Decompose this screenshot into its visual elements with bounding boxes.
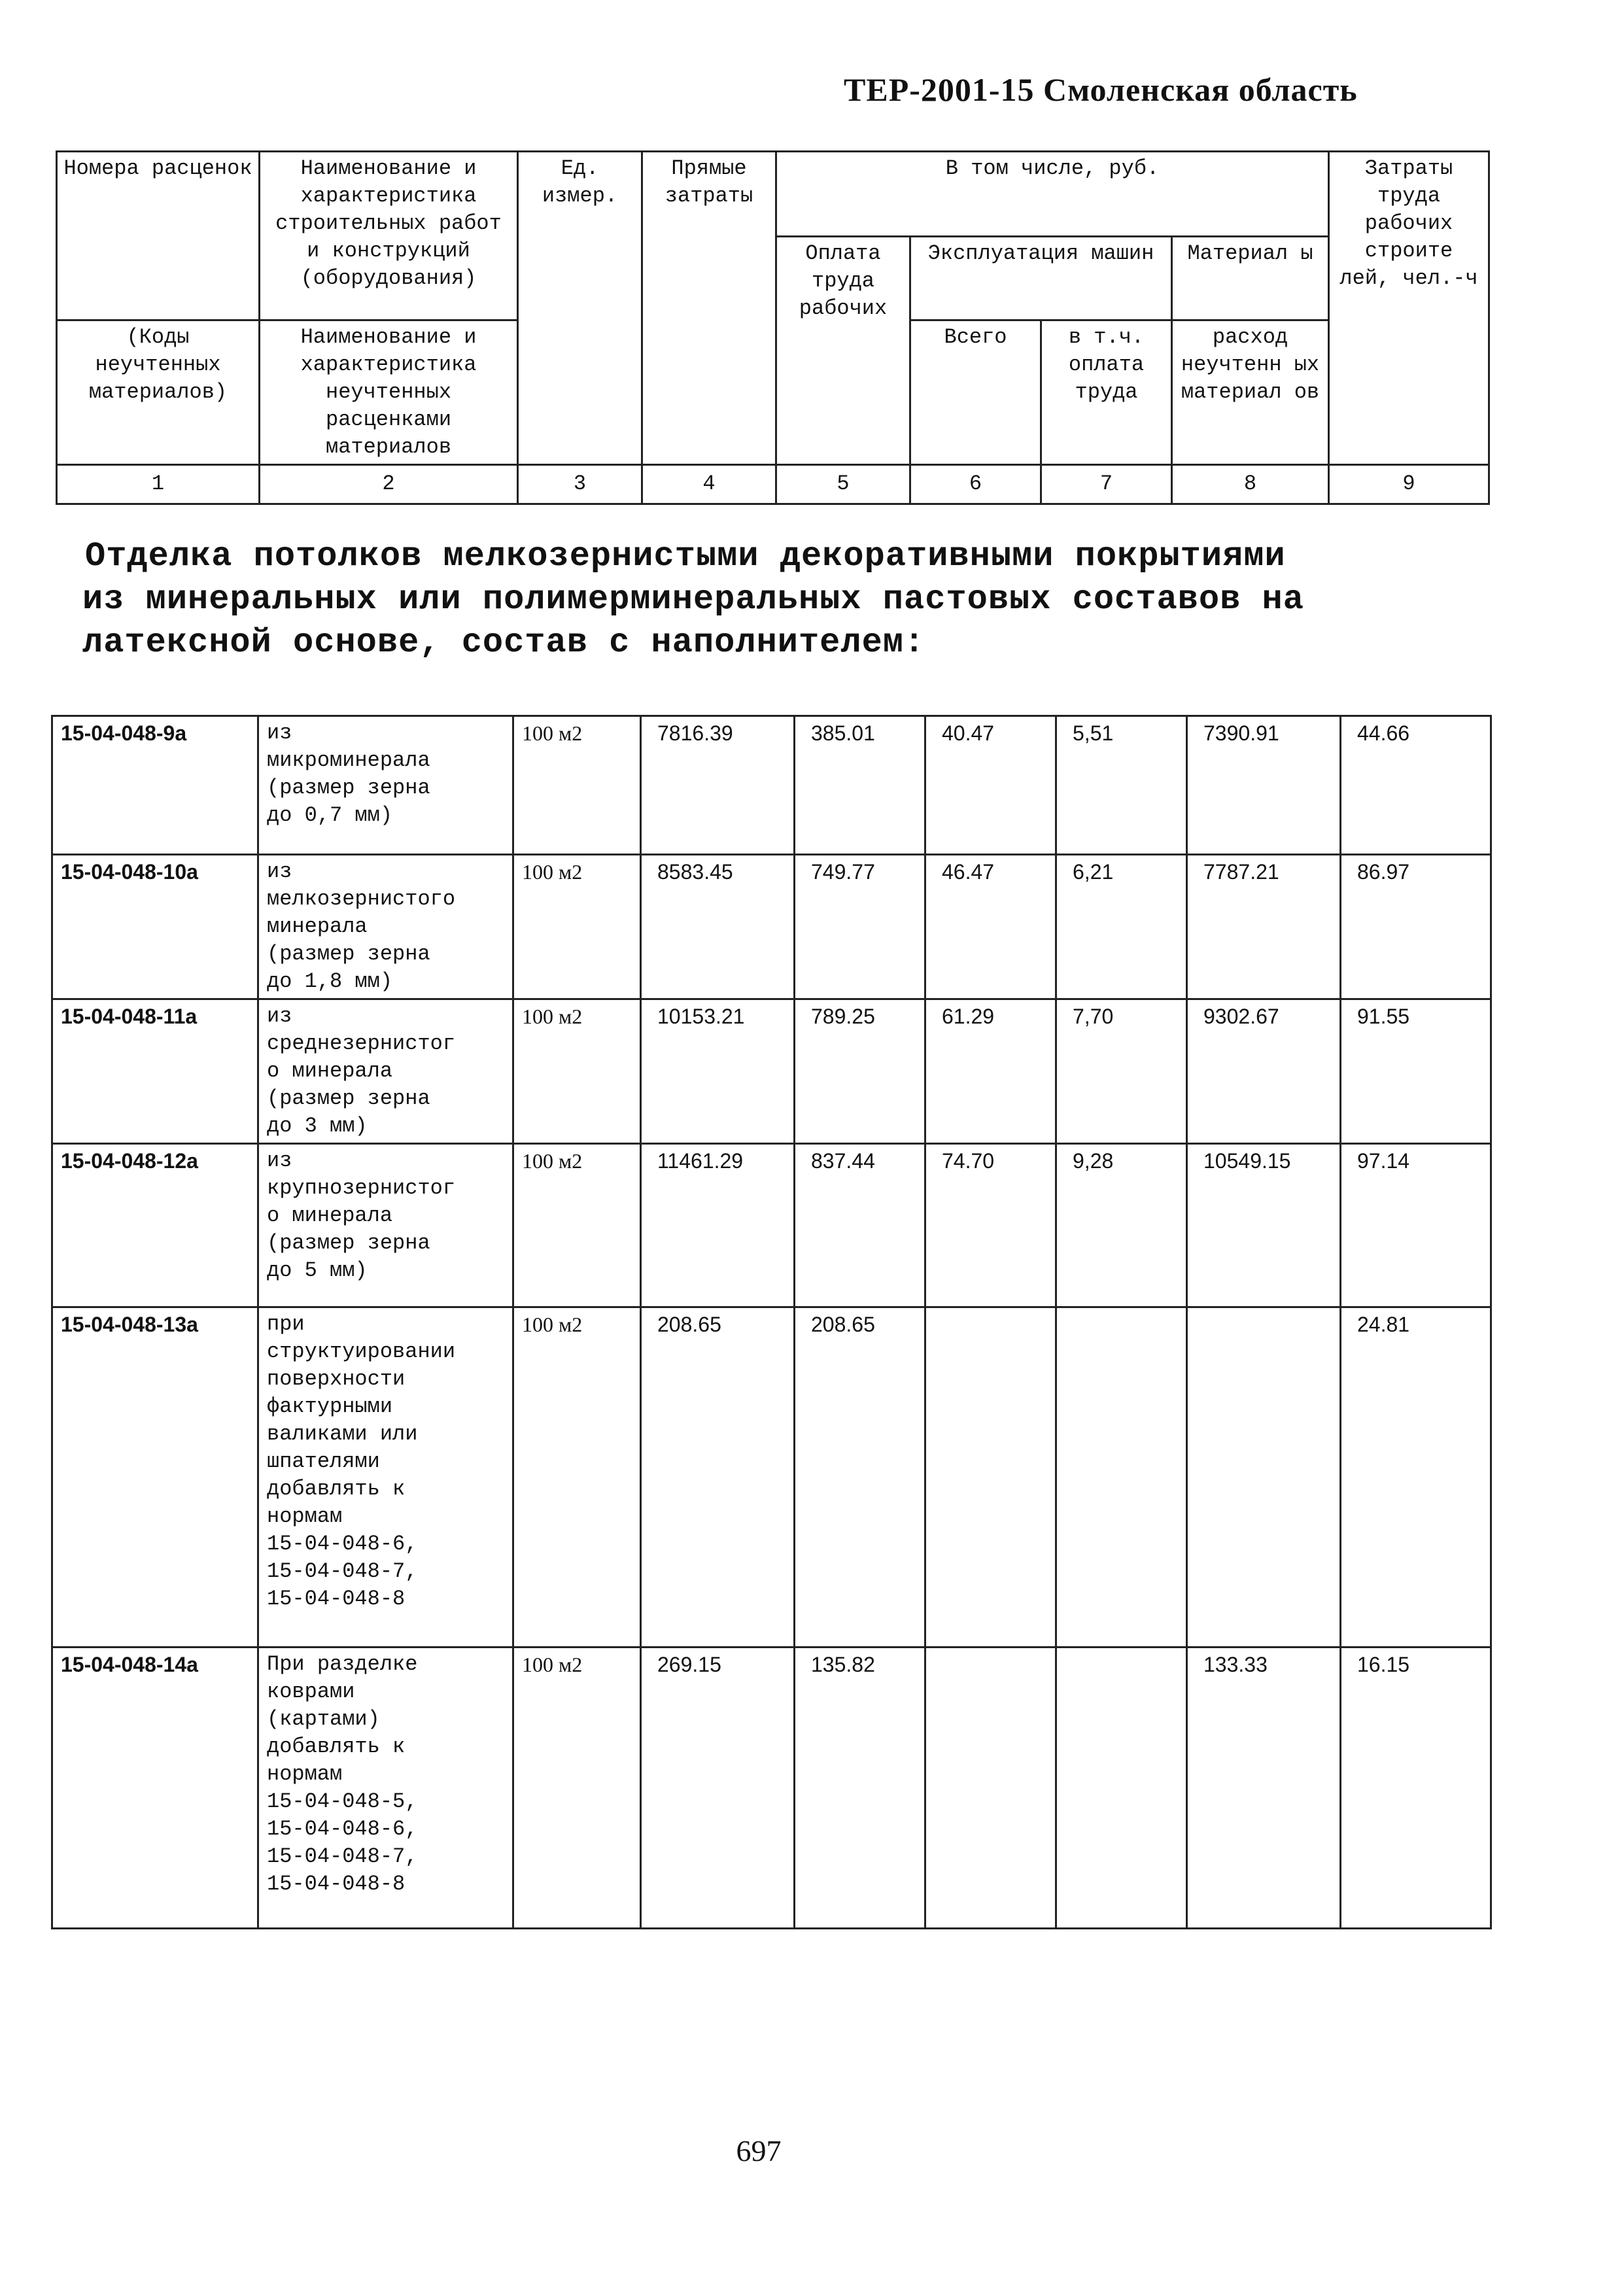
page-number: 697 (736, 2134, 782, 2167)
table-row (52, 999, 1491, 1144)
table-row (52, 716, 1491, 855)
cell-machines-labor-pay (1056, 1648, 1187, 1929)
cell-machines-total: 46.47 (925, 855, 1056, 999)
col-labor-hours-header: Затраты труда рабочих строите лей, чел.-ч (1329, 152, 1489, 465)
cell-work-description: из микроминерала (размер зерна до 0,7 мм) (258, 716, 513, 855)
section-title-line: Отделка потолков мелкозернистыми декоративными покрытиями (85, 537, 1286, 576)
col-machines-labor-header: в т.ч. оплата труда (1041, 320, 1172, 465)
cell-labor-pay: 135.82 (795, 1648, 925, 1929)
cell-machines-total: 61.29 (925, 999, 1056, 1144)
cell-materials-cost: 10549.15 (1187, 1144, 1341, 1307)
section-title-line: латексной основе, состав с наполнителем: (82, 623, 925, 662)
cell-labor-hours: 44.66 (1341, 716, 1491, 855)
cell-direct-costs: 10153.21 (641, 999, 795, 1144)
cell-unit-of-measure: 100 м2 (513, 999, 641, 1144)
cell-machines-total (925, 1648, 1056, 1929)
col-number: 1 (57, 465, 260, 504)
table-row (52, 855, 1491, 999)
col-unit-header: Ед. измер. (518, 152, 642, 465)
col-including-header: В том числе, руб. (776, 152, 1329, 237)
cell-labor-hours: 97.14 (1341, 1144, 1491, 1307)
cell-direct-costs: 7816.39 (641, 716, 795, 855)
cell-direct-costs: 11461.29 (641, 1144, 795, 1307)
col-unaccounted-names-header: Наименование и характеристика неучтенных расценками материалов (260, 320, 518, 465)
cell-labor-hours: 86.97 (1341, 855, 1491, 999)
cell-rate-code: 15-04-048-9а (52, 716, 258, 855)
col-number: 2 (260, 465, 518, 504)
col-unaccounted-codes-header: (Коды неучтенных материалов) (57, 320, 260, 465)
col-rate-number-header: Номера расценок (57, 152, 260, 320)
cell-materials-cost: 9302.67 (1187, 999, 1341, 1144)
cell-machines-labor-pay: 9,28 (1056, 1144, 1187, 1307)
cell-machines-labor-pay: 7,70 (1056, 999, 1187, 1144)
col-number: 8 (1172, 465, 1329, 504)
cell-work-description: при структуировании поверхности фактурными валиками или шпателями добавлять к нормам 15-04-048-6, 15-04-048-7, 15-04-048-8 (258, 1307, 513, 1648)
col-number: 4 (642, 465, 776, 504)
cell-work-description: При разделке коврами (картами) добавлять к нормам 15-04-048-5, 15-04-048-6, 15-04-048-7, 15-04-048-8 (258, 1648, 513, 1929)
col-number: 6 (910, 465, 1041, 504)
table-row (52, 1648, 1491, 1929)
cell-unit-of-measure: 100 м2 (513, 716, 641, 855)
cell-labor-pay: 208.65 (795, 1307, 925, 1648)
cell-unit-of-measure: 100 м2 (513, 1144, 641, 1307)
cell-labor-hours: 24.81 (1341, 1307, 1491, 1648)
cell-materials-cost: 133.33 (1187, 1648, 1341, 1929)
col-machines-total-header: Всего (910, 320, 1041, 465)
cell-machines-total: 40.47 (925, 716, 1056, 855)
col-direct-costs-header: Прямые затраты (642, 152, 776, 465)
cell-labor-pay: 749.77 (795, 855, 925, 999)
cell-machines-labor-pay (1056, 1307, 1187, 1648)
cell-direct-costs: 8583.45 (641, 855, 795, 999)
cell-unit-of-measure: 100 м2 (513, 855, 641, 999)
cell-labor-pay: 837.44 (795, 1144, 925, 1307)
page-header-title: ТЕР-2001-15 Смоленская область (844, 71, 1358, 108)
col-materials-usage-header: расход неучтенн ых материал ов (1172, 320, 1329, 465)
cell-machines-labor-pay: 5,51 (1056, 716, 1187, 855)
cell-labor-pay: 789.25 (795, 999, 925, 1144)
cell-materials-cost: 7390.91 (1187, 716, 1341, 855)
cell-rate-code: 15-04-048-12а (52, 1144, 258, 1307)
cell-direct-costs: 269.15 (641, 1648, 795, 1929)
cell-direct-costs: 208.65 (641, 1307, 795, 1648)
cell-rate-code: 15-04-048-14а (52, 1648, 258, 1929)
cell-work-description: из крупнозернистог о минерала (размер зерна до 5 мм) (258, 1144, 513, 1307)
cell-work-description: из среднезернистог о минерала (размер зерна до 3 мм) (258, 999, 513, 1144)
cell-rate-code: 15-04-048-10а (52, 855, 258, 999)
cell-rate-code: 15-04-048-13а (52, 1307, 258, 1648)
col-machines-group-header: Эксплуатация машин (910, 237, 1172, 320)
section-title (82, 535, 1491, 664)
cell-machines-total (925, 1307, 1056, 1648)
col-labor-pay-header: Оплата труда рабочих (776, 237, 910, 465)
cell-materials-cost: 7787.21 (1187, 855, 1341, 999)
col-materials-header: Материал ы (1172, 237, 1329, 320)
cell-machines-total: 74.70 (925, 1144, 1056, 1307)
cell-unit-of-measure: 100 м2 (513, 1648, 641, 1929)
col-work-name-header: Наименование и характеристика строительных работ и конструкций (оборудования) (260, 152, 518, 320)
section-title-line: из минеральных или полимерминеральных пастовых составов на (82, 580, 1304, 619)
col-number: 7 (1041, 465, 1172, 504)
table-row (52, 1144, 1491, 1307)
cell-labor-hours: 16.15 (1341, 1648, 1491, 1929)
col-number: 3 (518, 465, 642, 504)
col-number: 9 (1329, 465, 1489, 504)
cell-rate-code: 15-04-048-11а (52, 999, 258, 1144)
table-header (56, 150, 1490, 505)
col-number: 5 (776, 465, 910, 504)
table-row (52, 1307, 1491, 1648)
cell-labor-pay: 385.01 (795, 716, 925, 855)
rates-table (51, 715, 1492, 1929)
cell-materials-cost (1187, 1307, 1341, 1648)
cell-work-description: из мелкозернистого минерала (размер зерна до 1,8 мм) (258, 855, 513, 999)
cell-machines-labor-pay: 6,21 (1056, 855, 1187, 999)
cell-unit-of-measure: 100 м2 (513, 1307, 641, 1648)
cell-labor-hours: 91.55 (1341, 999, 1491, 1144)
